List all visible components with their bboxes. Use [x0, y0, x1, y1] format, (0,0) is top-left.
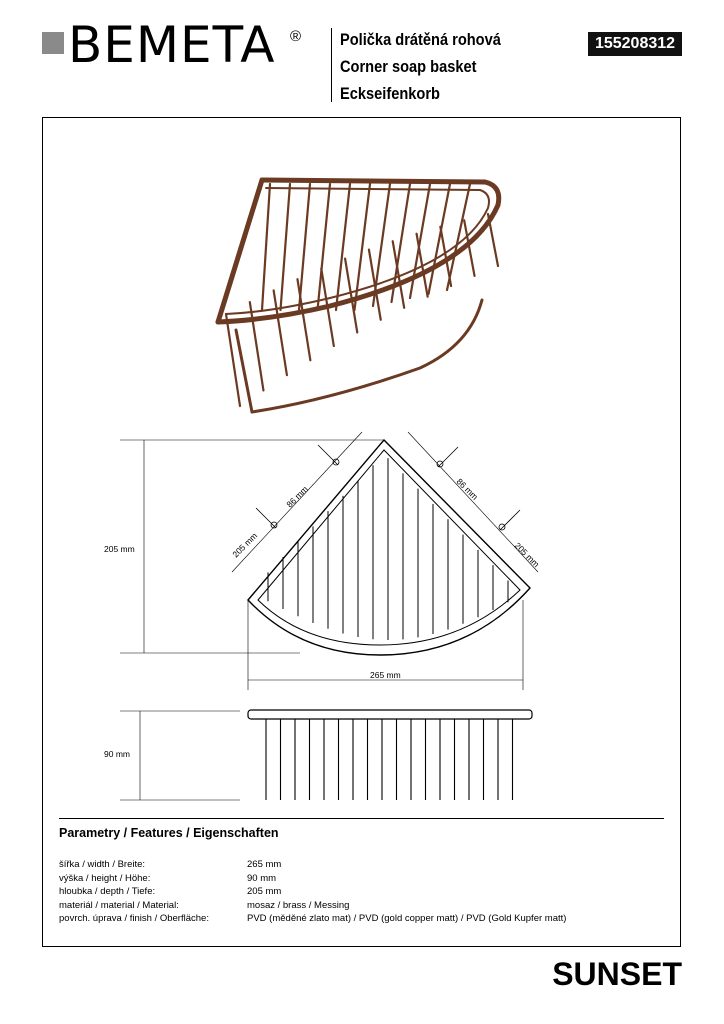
registered-mark: ® [290, 28, 302, 45]
dim-side-left: 205 mm [230, 530, 260, 560]
dim-height-top: 205 mm [104, 544, 135, 554]
wire [250, 302, 264, 390]
dim-side-right: 205 mm [512, 540, 542, 570]
title-czech: Polička drátěná rohová [340, 30, 501, 49]
wire [226, 314, 240, 406]
wire [488, 214, 498, 266]
dim-mount-left: 86 mm [284, 483, 310, 510]
wire [355, 184, 371, 310]
spec-value: mosaz / brass / Messing [247, 899, 350, 911]
spec-label: hloubka / depth / Tiefe: [59, 886, 156, 898]
wire [262, 184, 270, 310]
product-code-badge: 155208312 [588, 32, 682, 56]
wire [429, 184, 451, 294]
spec-value: 90 mm [247, 872, 277, 884]
logo-text: BEMETA [68, 16, 276, 74]
top-view [120, 432, 538, 690]
parameters-rule [59, 818, 664, 819]
title-english: Corner soap basket [340, 57, 477, 76]
wire [281, 184, 291, 310]
spec-label: šířka / width / Breite: [59, 859, 146, 870]
wire [297, 279, 310, 360]
spec-value: PVD (měděné zlato mat) / PVD (gold copper matt) / PVD (Gold Kupfer matt) [247, 913, 567, 925]
spec-label: výška / height / Höhe: [59, 872, 151, 884]
wire [336, 184, 350, 310]
title-german: Eckseifenkorb [340, 84, 440, 103]
spec-value: 265 mm [247, 859, 282, 870]
dim-width: 265 mm [370, 670, 401, 680]
wire [410, 184, 430, 298]
dim-height-side: 90 mm [104, 749, 130, 759]
series-name: SUNSET [552, 956, 682, 992]
basket-3d-render [218, 180, 499, 412]
wire [318, 184, 331, 310]
spec-label: materiál / material / Material: [59, 899, 179, 911]
dim-mount-right: 86 mm [454, 476, 481, 502]
spec-value: 205 mm [247, 886, 282, 898]
wire [299, 184, 310, 310]
spec-label: povrch. úprava / finish / Oberfläche: [59, 913, 209, 925]
side-view [120, 710, 532, 800]
parameters-title: Parametry / Features / Eigenschaften [59, 826, 279, 840]
